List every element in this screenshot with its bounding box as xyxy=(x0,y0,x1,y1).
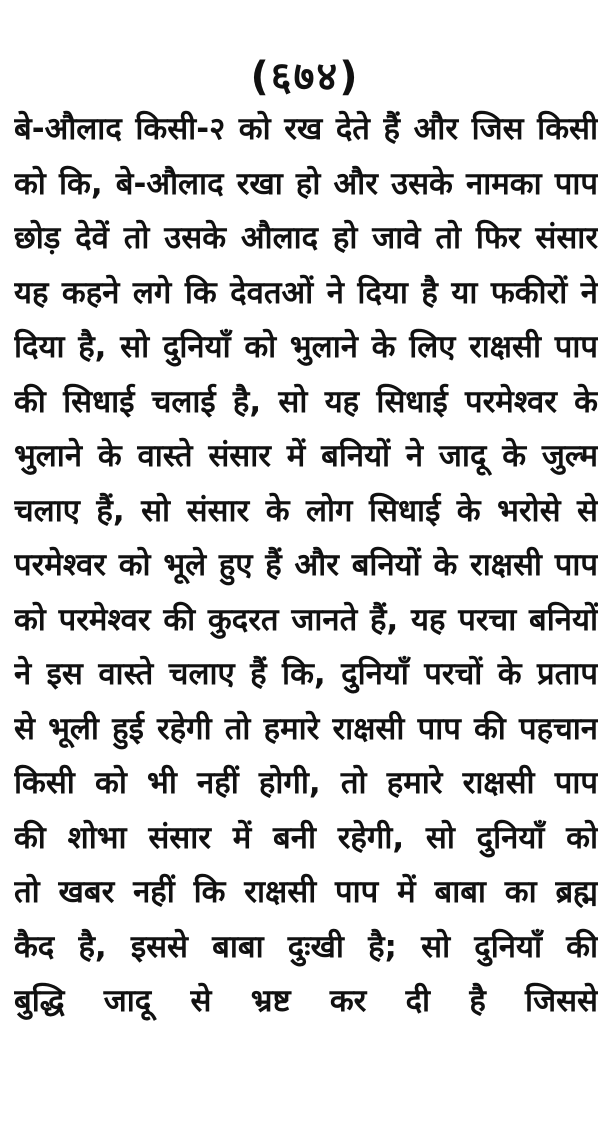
text-line-4: यह कहने लगे कि देवतओं ने दिया है या फकीरों ने xyxy=(14,274,598,311)
text-line-13: किसी को भी नहीं होगी, तो हमारे राक्षसी पाप xyxy=(14,765,598,801)
text-line-9: परमेश्वर को भूले हुए हैं और बनियों के राक्षसी पाप xyxy=(14,547,598,583)
text-line-1: बे-औलाद किसी-२ को रख देते हैं और जिस किसी xyxy=(14,111,598,147)
text-line-2: को कि, बे-औलाद रखा हो और उसके नामका पाप xyxy=(14,165,598,202)
text-line-16: कैद है, इससे बाबा दुःखी है; सो दुनियाँ की xyxy=(14,928,598,965)
text-line-10: को परमेश्वर की कुदरत जानते हैं, यह परचा बनियों xyxy=(14,601,598,638)
text-line-5: दिया है, सो दुनियाँ को भुलाने के लिए राक्षसी पाप xyxy=(14,329,598,365)
page-number: (६७४) xyxy=(250,54,360,100)
text-line-11: ने इस वास्ते चलाए हैं कि, दुनियाँ परचों के प्रताप xyxy=(14,656,598,692)
text-line-17: बुद्धि जादू से भ्रष्ट कर दी है जिससे xyxy=(14,983,598,1019)
text-line-12: से भूली हुई रहेगी तो हमारे राक्षसी पाप की पहचान xyxy=(14,710,598,747)
text-line-8: चलाए हैं, सो संसार के लोग सिधाई के भरोसे से xyxy=(14,492,598,529)
text-line-3: छोड़ देवें तो उसके औलाद हो जावे तो फिर संसार xyxy=(14,220,598,256)
text-line-7: भुलाने के वास्ते संसार में बनियों ने जादू के जुल्म xyxy=(14,438,598,474)
text-line-14: की शोभा संसार में बनी रहेगी, सो दुनियाँ को xyxy=(14,819,598,856)
text-line-15: तो खबर नहीं कि राक्षसी पाप में बाबा का ब्रह्म xyxy=(14,874,598,910)
text-line-6: की सिधाई चलाई है, सो यह सिधाई परमेश्वर के xyxy=(14,383,598,420)
body-text xyxy=(14,102,598,1029)
